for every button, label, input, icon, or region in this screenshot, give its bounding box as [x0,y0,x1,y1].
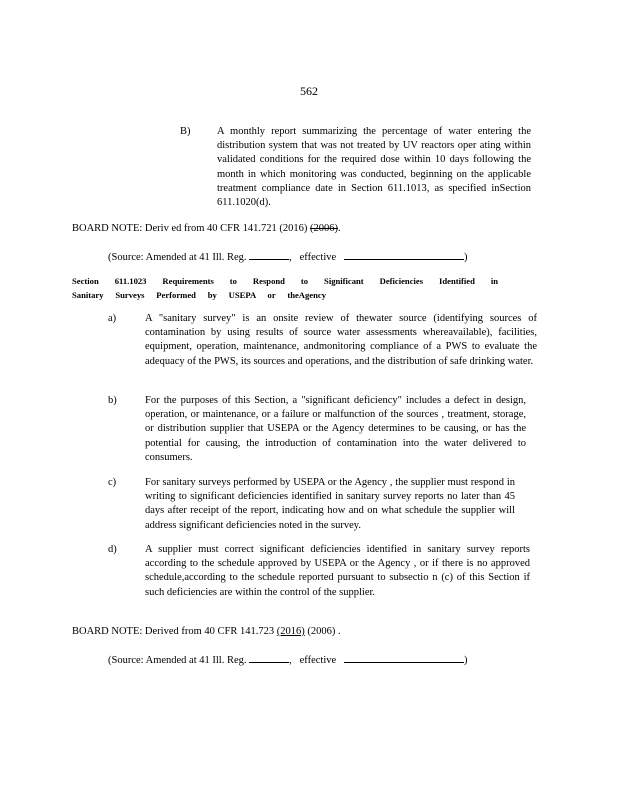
source-1-comma: , [289,252,292,263]
item-a-text: A "sanitary survey" is an onsite review of thewater source (identifying sources of contamination by using results of source water assessments whereavailable), facilities, equipment, operation, maintenance, andmonitoring compliance of a PWS to evaluate the adequacy of the PWS, its sources and operations, and the distribution of safe drinking water. [145,313,537,367]
board-note-2-underlined: (2016) [276,626,305,637]
item-b-label: B) [180,126,191,137]
section-heading-line-2: Sanitary Surveys Performed by USEPA or theAgency [72,290,326,300]
board-note-1-text: BOARD NOTE: Deriv ed from 40 CFR 141.721 (2016) [72,223,310,234]
item-c-label: c) [108,477,117,488]
source-2-text: (Source: Amended at 41 Ill. Reg. [108,655,247,666]
item-d-text: A supplier must correct significant deficiencies identified in sanitary survey reports according to the schedule approved by USEPA or the Agency , or if there is no approved schedule,according to the schedule reported pursuant to subsectio n (c) of this Section if such deficiencies are within the control of the supplier. [145,544,530,598]
board-note-2 [72,625,341,639]
board-note-2-suffix: (2006) . [304,626,341,637]
source-2-comma: , [289,655,292,666]
item-d-label: d) [108,544,117,555]
section-heading-line-1: Section 611.1023 Requirements to Respond to Significant Deficiencies Identified in [72,276,498,286]
page-number: 562 [300,84,318,98]
source-note-2 [108,651,468,668]
item-b-section-text: For the purposes of this Section, a "significant deficiency" includes a defect in design, operation, or maintenance, or a failure or malfunction of the sources , treatment, storage, or distribution supplier that USEPA or the Agency determines to be causing, or has the potential for causing, the introduction of contamination into the water delivered to consumers. [145,395,526,463]
source-1-reg-blank [249,248,289,260]
source-1-text: (Source: Amended at 41 Ill. Reg. [108,252,247,263]
source-note-1 [108,248,468,265]
source-2-reg-blank [249,651,289,663]
item-c-text: For sanitary surveys performed by USEPA or the Agency , the supplier must respond in writing to significant deficiencies identified in sanitary survey reports no later than 45 days after receipt of the report, indicating how and on what schedule the supplier will address significant deficiencies noted in the survey. [145,477,515,531]
item-b-text: A monthly report summarizing the percentage of water entering the distribution system that was not treated by UV reactors oper ating within validated conditions for the required dose within 10 days following the month in which monitoring was conducted, beginning on the applicable treatment compliance date in Section 611.1013, as specified inSection 611.1020(d). [217,126,531,209]
board-note-1-struck: (2006) [309,223,338,234]
item-a-label: a) [108,313,117,324]
item-b-section-label: b) [108,395,117,406]
board-note-1-suffix: . [337,223,341,234]
source-1-close: ) [464,252,468,263]
source-2-effective: effective [299,655,337,666]
source-2-close: ) [464,655,468,666]
source-1-date-blank [344,248,464,260]
board-note-2-text: BOARD NOTE: Derived from 40 CFR 141.723 [72,626,277,637]
board-note-1 [72,222,341,236]
source-2-date-blank [344,651,464,663]
source-1-effective: effective [299,252,337,263]
